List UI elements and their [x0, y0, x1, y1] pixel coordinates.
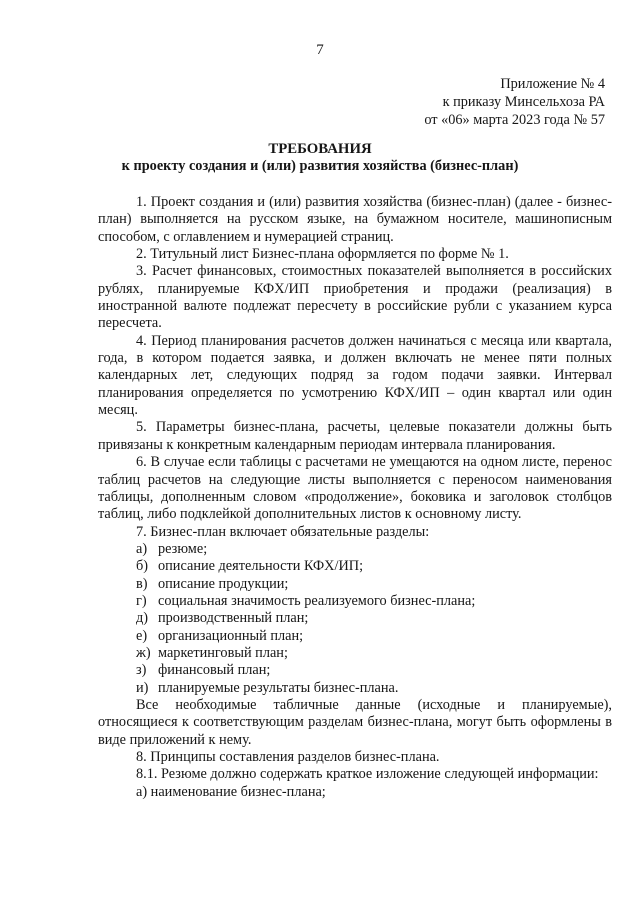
list-item	[98, 610, 612, 627]
paragraph-8-1-a: а) наименование бизнес-плана;	[136, 783, 326, 800]
paragraph-6: 6. В случае если таблицы с расчетами не умещаются на одном листе, перенос таблиц расчетов на следующие листы выполняется с переносом наименования таблицы, дополненным словом «продолжение», боковика и заголовок столбцов таблиц, либо подклейкой дополнительных листов к основному листу.	[98, 454, 612, 523]
list-item-text: описание деятельности КФХ/ИП;	[158, 558, 364, 575]
paragraph-1: 1. Проект создания и (или) развития хозяйства (бизнес-план) (далее - бизнес-план) выполняется на русском языке, на бумажном носителе, машинописным способом, с оглавлением и нумерацией страниц.	[98, 194, 612, 245]
paragraph-8: 8. Принципы составления разделов бизнес-плана.	[136, 749, 440, 765]
list-item-text: производственный план;	[158, 610, 309, 627]
list-marker: е)	[136, 627, 148, 644]
appendix-line-1: Приложение № 4	[500, 76, 605, 92]
list-marker: д)	[136, 610, 149, 627]
paragraph-2: 2. Титульный лист Бизнес-плана оформляется по форме № 1.	[136, 246, 509, 263]
paragraph-4: 4. Период планирования расчетов должен начинаться с месяца или квартала, года, в котором подается заявка, и должен включать не менее пяти полных календарных лет, следующих подряд за годом подачи заявки. Интервал планирования определяется по усмотрению КФХ/ИП – один квартал или один месяц.	[98, 332, 612, 419]
list-item-text: планируемые результаты бизнес-плана.	[158, 679, 399, 696]
appendix-header	[330, 75, 605, 129]
paragraph-8-1: 8.1. Резюме должно содержать краткое изложение следующей информации:	[136, 766, 599, 783]
document-title: ТРЕБОВАНИЯ	[268, 141, 372, 157]
list-item-text: финансовый план;	[158, 662, 271, 679]
paragraph-3: 3. Расчет финансовых, стоимостных показателей выполняется в российских рублях, планируемые КФХ/ИП приобретения и продажи (реализация) в иностранной валюте подлежат пересчету в российские рубли с указанием курса пересчета.	[98, 263, 612, 332]
list-marker: в)	[136, 575, 148, 592]
list-marker: и)	[136, 679, 149, 696]
list-item	[98, 576, 612, 593]
appendix-line-3: от «06» марта 2023 года № 57	[424, 112, 605, 128]
list-item	[98, 680, 612, 697]
list-marker: ж)	[136, 644, 151, 661]
list-marker: г)	[136, 592, 147, 609]
paragraph-7-note: Все необходимые табличные данные (исходные и планируемые), относящиеся к соответствующим разделам бизнес-плана, могут быть оформлены в виде приложений к нему.	[98, 696, 612, 748]
list-marker: з)	[136, 662, 147, 679]
list-item-text: описание продукции;	[158, 575, 289, 592]
list-item	[98, 628, 612, 645]
list-marker: а)	[136, 540, 148, 557]
list-item	[98, 593, 612, 610]
list-item	[98, 558, 612, 575]
paragraph-5: 5. Параметры бизнес-плана, расчеты, целевые показатели должны быть привязаны к конкретным календарным периодам интервала планирования.	[98, 419, 612, 453]
document-body	[98, 194, 612, 801]
list-item-text: маркетинговый план;	[158, 644, 288, 661]
list-item	[98, 645, 612, 662]
list-item	[98, 662, 612, 679]
paragraph-7: 7. Бизнес-план включает обязательные разделы:	[136, 523, 430, 540]
list-item-text: социальная значимость реализуемого бизнес-плана;	[158, 592, 476, 609]
page-number: 7	[316, 42, 324, 58]
document-subtitle: к проекту создания и (или) развития хозяйства (бизнес-план)	[121, 158, 519, 174]
list-item	[98, 541, 612, 558]
list-item-text: резюме;	[158, 540, 208, 557]
appendix-line-2: к приказу Минсельхоза РА	[442, 94, 605, 110]
list-marker: б)	[136, 558, 149, 575]
list-item-text: организационный план;	[158, 627, 304, 644]
